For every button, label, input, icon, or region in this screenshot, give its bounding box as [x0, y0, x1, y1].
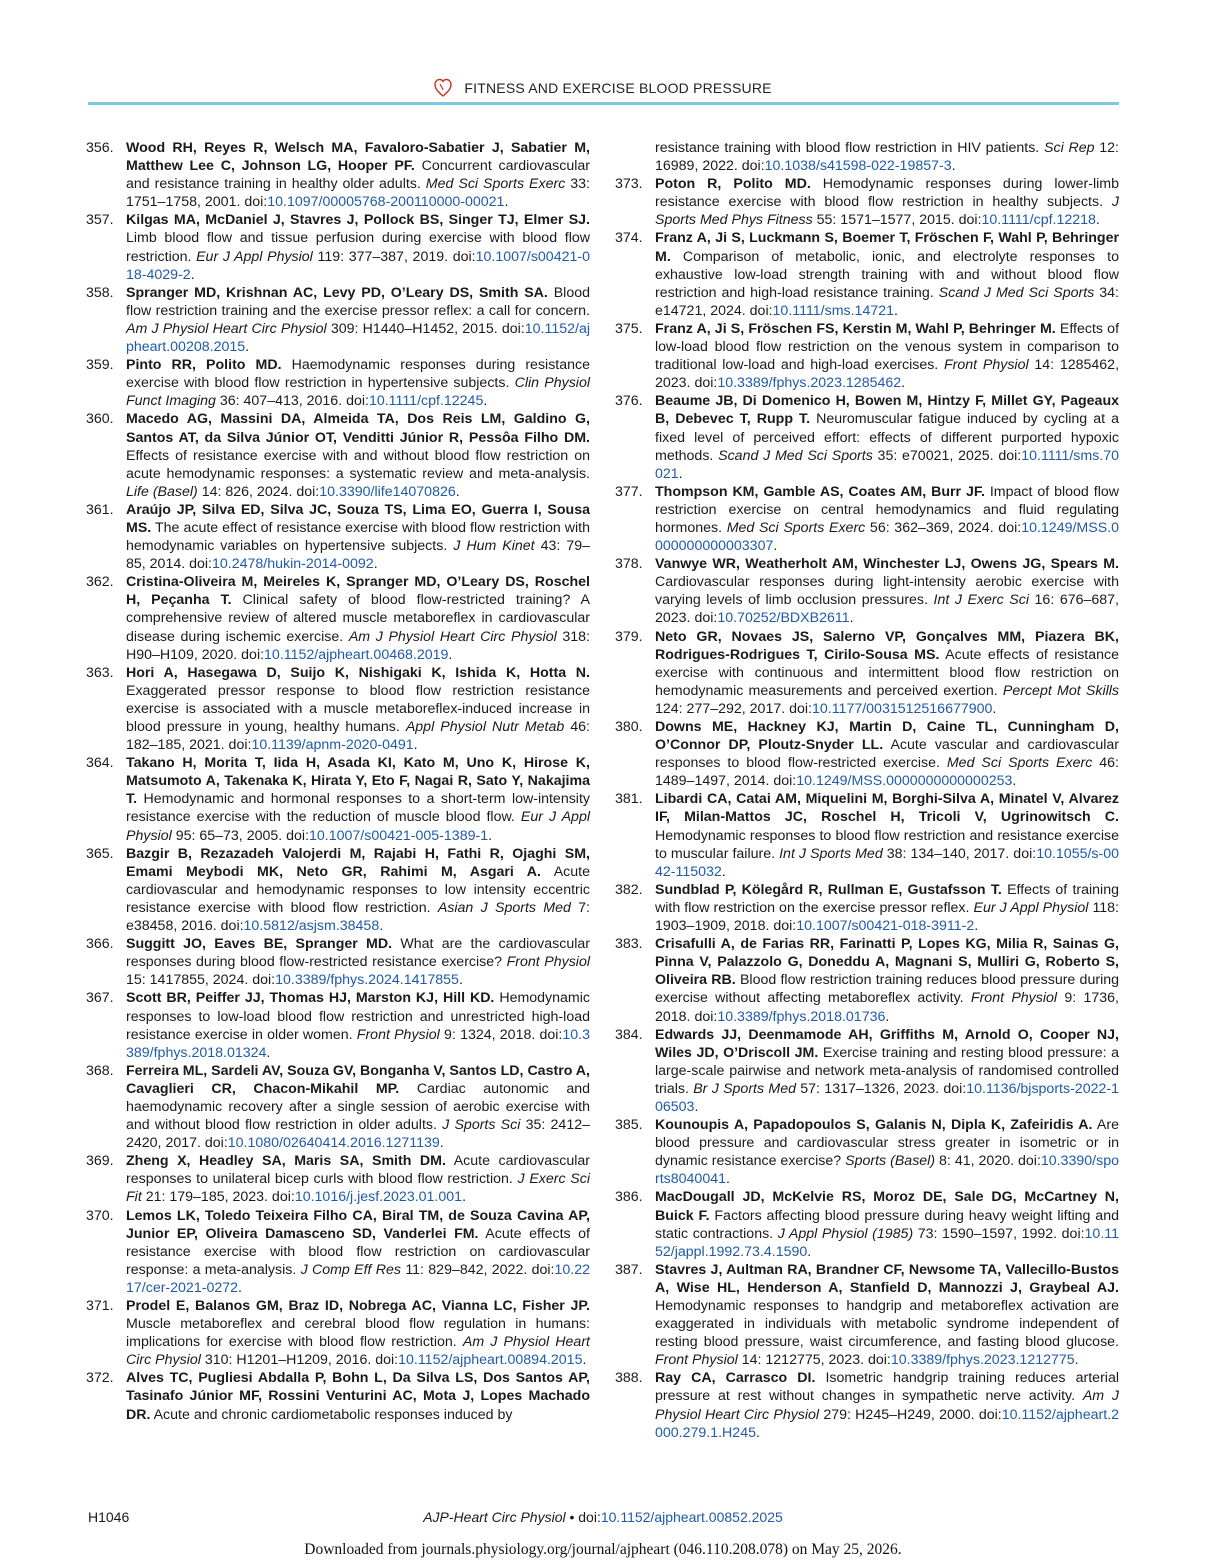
reference-authors: Neto GR, Novaes JS, Salerno VP, Gonçalves MM, Piazera BK, Rodrigues-Rodrigues T, Cirilo-Sousa MS.	[655, 628, 1119, 663]
reference-end: .	[694, 1098, 699, 1115]
reference-journal: J Appl Physiol (1985)	[777, 1225, 914, 1242]
reference-authors: Edwards JJ, Deenmamode AH, Griffiths M, Arnold O, Cooper NJ, Wiles JD, O’Driscoll JM.	[655, 1026, 1119, 1061]
reference-entry	[615, 1116, 1119, 1188]
reference-number: 368.	[86, 1062, 114, 1079]
reference-doi-link[interactable]: 10.70252/BDXB2611	[717, 610, 850, 627]
reference-number: 371.	[86, 1298, 114, 1314]
reference-citation: 12: 16989, 2022. doi:	[655, 140, 1119, 175]
reference-authors: Franz A, Ji S, Fröschen FS, Kerstin M, Wahl P, Behringer M.	[655, 320, 1056, 337]
reference-entry	[86, 1152, 590, 1206]
reference-doi-link[interactable]: 10.1111/cpf.12245	[368, 393, 484, 410]
reference-journal: Am J Physiol Heart Circ Physiol	[126, 1334, 590, 1369]
reference-entry	[615, 881, 1119, 935]
reference-number: 369.	[86, 1153, 114, 1170]
reference-citation: 124: 277–292, 2017. doi:	[655, 700, 812, 717]
reference-journal: J Exerc Sci Fit	[126, 1171, 590, 1206]
reference-journal: Front Physiol	[655, 1352, 738, 1369]
reference-entry	[86, 664, 590, 754]
reference-doi-link[interactable]: 10.1080/02640414.2016.1271139	[227, 1135, 440, 1152]
reference-citation: 36: 407–413, 2016. doi:	[215, 393, 369, 410]
reference-journal: Med Sci Sports Exerc	[425, 176, 566, 193]
reference-authors: Cristina-Oliveira M, Meireles K, Spranger MD, O’Leary DS, Roschel H, Peçanha T.	[126, 574, 590, 609]
reference-journal: Sports (Basel)	[845, 1153, 936, 1170]
reference-authors: Araújo JP, Silva ED, Silva JC, Souza TS, Lima EO, Guerra I, Sousa MS.	[126, 501, 590, 536]
reference-entry	[86, 1369, 590, 1423]
reference-journal: Int J Sports Med	[779, 845, 883, 862]
reference-citation: 11: 829–842, 2022. doi:	[401, 1261, 555, 1278]
reference-citation: 56: 362–369, 2024. doi:	[865, 519, 1022, 536]
reference-entry	[86, 1297, 590, 1369]
reference-authors: Spranger MD, Krishnan AC, Levy PD, O’Leary DS, Smith SA.	[126, 284, 548, 301]
reference-authors: Takano H, Morita T, Iida H, Asada KI, Kato M, Uno K, Hirose K, Matsumoto A, Takenaka K, Hirata Y, Eto F, Nagai R, Sato Y, Nakajima T.	[126, 755, 590, 808]
reference-end: .	[413, 737, 418, 754]
reference-number: 373.	[615, 176, 643, 193]
reference-citation: 35: 2412–2420, 2017. doi:	[126, 1117, 590, 1152]
reference-entry	[615, 392, 1119, 482]
reference-citation: 43: 79–85, 2014. doi:	[126, 538, 590, 573]
reference-entry	[86, 410, 590, 500]
reference-authors: Hori A, Hasegawa D, Suijo K, Nishigaki K, Ishida K, Hotta N.	[126, 664, 590, 681]
reference-authors: Downs ME, Hackney KJ, Martin D, Caine TL, Cunningham D, O’Connor DP, Ploutz-Snyder LL.	[655, 719, 1119, 754]
reference-end: .	[1012, 773, 1017, 790]
reference-title: Impact of blood flow restriction exercise on central hemodynamics and fluid regulating hormones.	[655, 483, 1119, 536]
reference-journal: Front Physiol	[506, 954, 590, 971]
reference-journal: Am J Physiol Heart Circ Physiol	[655, 1388, 1119, 1423]
reference-citation: 9: 1736, 2018. doi:	[655, 990, 1119, 1025]
reference-authors: Alves TC, Pugliesi Abdalla P, Bohn L, Da Silva LS, Dos Santos AP, Tasinafo Júnior MF, Rossini Venturini AC, Mota J, Lopes Machado DR.	[126, 1370, 590, 1423]
reference-number: 377.	[615, 483, 643, 500]
reference-number: 366.	[86, 936, 114, 953]
reference-journal: Eur J Appl Physiol	[196, 248, 313, 265]
reference-citation: 9: 1324, 2018. doi:	[439, 1026, 563, 1043]
running-title: FITNESS AND EXERCISE BLOOD PRESSURE	[464, 80, 772, 96]
reference-doi-link[interactable]: 10.2217/cer-2021-0272	[126, 1261, 590, 1296]
reference-authors: Lemos LK, Toledo Teixeira Filho CA, Biral TM, de Souza Cavina AP, Junior EP, Oliveira Damasceno SD, Vanderlei FM.	[126, 1207, 590, 1242]
reference-entry	[86, 356, 590, 410]
reference-journal: J Sports Med Phys Fitness	[655, 194, 1119, 229]
reference-authors: Crisafulli A, de Farias RR, Farinatti P, Lopes KG, Milia R, Sainas G, Pinna V, Palazzolo G, Doneddu A, Magnani S, Mulliri G, Roberto S, Oliveira RB.	[655, 936, 1119, 989]
running-header	[0, 78, 1206, 98]
reference-doi-link[interactable]: 10.1111/cpf.12218	[981, 212, 1096, 229]
reference-citation: 318: H90–H109, 2020. doi:	[126, 628, 590, 663]
reference-authors: Franz A, Ji S, Luckmann S, Boemer T, Fröschen F, Wahl P, Behringer M.	[655, 230, 1119, 265]
reference-entry	[86, 845, 590, 935]
reference-entry	[86, 1207, 590, 1297]
reference-end: .	[488, 827, 493, 844]
reference-end: .	[266, 1044, 271, 1061]
reference-number: 385.	[615, 1117, 643, 1134]
reference-journal: Scand J Med Sci Sports	[938, 284, 1095, 301]
reference-citation: 46: 182–185, 2021. doi:	[126, 719, 590, 754]
reference-journal: Clin Physiol Funct Imaging	[126, 375, 590, 410]
reference-journal: Med Sci Sports Exerc	[726, 519, 866, 536]
reference-entry	[615, 718, 1119, 790]
footer-separator: • doi:	[565, 1509, 601, 1525]
reference-journal: Front Physiol	[944, 357, 1029, 374]
footer-journal: AJP-Heart Circ Physiol	[423, 1509, 566, 1525]
reference-journal: Br J Sports Med	[693, 1080, 796, 1097]
reference-number: 388.	[615, 1370, 643, 1387]
reference-end: .	[1074, 1352, 1079, 1369]
reference-entry	[86, 573, 590, 663]
reference-title: Acute vascular and cardiovascular responses to blood flow-restricted exercise.	[655, 737, 1119, 772]
reference-citation: 118: 1903–1909, 2018. doi:	[655, 899, 1119, 935]
reference-end: .	[379, 918, 384, 935]
reference-doi-link[interactable]: 10.1249/MSS.0000000000000253	[796, 773, 1013, 790]
reference-authors: Ray CA, Carrasco DI.	[655, 1370, 816, 1387]
reference-end: .	[807, 1243, 812, 1260]
reference-title: resistance training with blood flow restriction in HIV patients.	[655, 140, 1045, 156]
reference-title: Neuromuscular fatigue induced by cycling at a fixed level of perceived effort: effects of different purported hypoxic methods.	[655, 411, 1119, 464]
reference-entry	[615, 175, 1119, 229]
reference-doi-link[interactable]: 10.1111/sms.70021	[655, 447, 1120, 482]
reference-journal: Front Physiol	[356, 1026, 440, 1043]
reference-number: 383.	[615, 936, 643, 953]
reference-number: 376.	[615, 393, 643, 410]
reference-title: Acute and chronic cardiometabolic responses induced by	[150, 1406, 513, 1423]
reference-title: Factors affecting blood pressure during heavy weight lifting and static contractions.	[655, 1207, 1119, 1242]
reference-title: Acute effects of resistance exercise with continuous and intermittent blood flow restriction on hemodynamic measurements and perceived exertion.	[655, 646, 1119, 699]
reference-doi-link[interactable]: 10.1249/MSS.0000000000003307	[655, 519, 1119, 555]
reference-authors: Macedo AG, Massini DA, Almeida TA, Dos Reis LM, Galdino G, Santos AT, da Silva Júnior OT, Venditti Júnior R, Pessôa Filho DM.	[126, 411, 590, 446]
reference-doi-link[interactable]: 10.2478/hukin-2014-0092	[211, 556, 374, 573]
reference-entry	[86, 754, 590, 844]
reference-end: .	[439, 1135, 444, 1152]
reference-title: Hemodynamic responses to handgrip and metaboreflex activation are exaggerated in individuals with metabolic syndrome independent of resting blood pressure, waist circumference, and fasting blood glucose.	[655, 1298, 1119, 1351]
reference-authors: Poton R, Polito MD.	[655, 176, 811, 193]
reference-title: Limb blood flow and tissue perfusion during exercise with blood flow restriction.	[126, 230, 590, 265]
reference-entry	[86, 501, 590, 573]
reference-authors: Ferreira ML, Sardeli AV, Souza GV, Bonganha V, Santos LD, Castro A, Cavaglieri CR, Chacon-Mikahil MP.	[126, 1062, 590, 1097]
reference-citation: 55: 1571–1577, 2015. doi:	[812, 212, 982, 229]
reference-journal: J Hum Kinet	[453, 538, 535, 555]
reference-journal: Life (Basel)	[126, 483, 198, 500]
reference-end: .	[483, 393, 488, 410]
reference-number: 380.	[615, 719, 643, 735]
reference-number: 375.	[615, 320, 643, 337]
reference-doi-link[interactable]: 10.1055/s-0042-115032	[655, 845, 1120, 880]
reference-authors: Prodel E, Balanos GM, Braz ID, Nobrega AC, Vianna LC, Fisher JP.	[126, 1298, 590, 1314]
reference-title: Haemodynamic responses during resistance exercise with blood flow restriction in hypertensive subjects.	[126, 357, 590, 392]
reference-citation: 46: 1489–1497, 2014. doi:	[655, 755, 1119, 790]
reference-end: .	[726, 1171, 730, 1188]
reference-number: 367.	[86, 990, 114, 1007]
reference-doi-link[interactable]: 10.5812/asjsm.38458	[243, 918, 380, 935]
reference-entry	[86, 935, 590, 989]
reference-doi-link[interactable]: 10.1152/ajpheart.00208.2015	[126, 320, 590, 356]
download-notice: Downloaded from journals.physiology.org/journal/ajpheart (046.110.208.078) on May 25, 2026.	[304, 1541, 902, 1558]
reference-title: Clinical safety of blood flow-restricted training? A comprehensive review of altered muscle metaboreflex in cardiovascular disease during ischemic exercise.	[126, 592, 590, 645]
reference-entry	[615, 229, 1119, 319]
reference-end: .	[455, 483, 460, 500]
reference-entry	[615, 790, 1119, 880]
reference-number: 362.	[86, 574, 114, 591]
reference-title: Acute cardiovascular and hemodynamic responses to low intensity eccentric resistance exercise with blood flow restriction.	[126, 863, 590, 916]
reference-entry	[86, 1062, 590, 1152]
footer-citation	[0, 1509, 1206, 1525]
reference-citation: 119: 377–387, 2019. doi:	[312, 248, 476, 265]
reference-number: 379.	[615, 628, 643, 645]
reference-end: .	[755, 1424, 760, 1441]
reference-authors: Sundblad P, Kölegård R, Rullman E, Gustafsson T.	[655, 881, 1002, 898]
reference-authors: Beaume JB, Di Domenico H, Bowen M, Hintzy F, Millet GY, Pageaux B, Debevec T, Rupp T.	[655, 393, 1119, 428]
header-rule	[88, 102, 1119, 105]
reference-authors: Kounoupis A, Papadopoulos S, Galanis N, Dipla K, Zafeiridis A.	[655, 1117, 1093, 1134]
reference-title: Hemodynamic responses to blood flow restriction and resistance exercise to muscular failure.	[655, 827, 1119, 862]
reference-authors: Bazgir B, Rezazadeh Valojerdi M, Rajabi H, Fathi R, Ojaghi SM, Emami Meybodi MK, Neto GR, Rahimi M, Asgari A.	[126, 845, 590, 880]
reference-journal: Int J Exerc Sci	[933, 592, 1029, 609]
reference-end: .	[885, 1008, 890, 1025]
reference-doi-link[interactable]: 10.1152/ajpheart.2000.279.1.H245	[655, 1406, 1119, 1441]
reference-end: .	[582, 1352, 587, 1369]
reference-number: 381.	[615, 791, 643, 808]
reference-doi-link[interactable]: 10.1177/0031512516677900	[812, 700, 993, 717]
reference-end: .	[458, 972, 463, 989]
reference-doi-link[interactable]: 10.1007/s00421-018-4029-2	[126, 248, 590, 283]
reference-end: .	[245, 339, 250, 356]
reference-journal: Eur J Appl Physiol	[126, 809, 590, 844]
reference-citation: 310: H1201–H1209, 2016. doi:	[200, 1352, 399, 1369]
reference-title: Blood flow restriction training reduces blood pressure during exercise without affecting metaboreflex activity.	[655, 972, 1119, 1007]
reference-end: .	[462, 1189, 467, 1206]
reference-citation: 279: H245–H249, 2000. doi:	[819, 1406, 1002, 1423]
reference-journal: J Sports Sci	[442, 1117, 521, 1134]
reference-authors: MacDougall JD, McKelvie RS, Moroz DE, Sale DG, McCartney N, Buick F.	[655, 1189, 1119, 1224]
reference-doi-link[interactable]: 10.1136/bjsports-2022-106503	[655, 1080, 1119, 1115]
reference-number: 359.	[86, 357, 114, 374]
reference-journal: Am J Physiol Heart Circ Physiol	[348, 628, 557, 645]
reference-number: 363.	[86, 664, 114, 681]
reference-citation: 34: e14721, 2024. doi:	[655, 284, 1119, 319]
reference-title: Comparison of metabolic, ionic, and electrolyte responses to exhaustive low-load strength training with and without blood flow restriction and high-load resistance training.	[655, 248, 1119, 301]
reference-entry	[615, 1369, 1119, 1441]
reference-number: 370.	[86, 1207, 114, 1224]
reference-citation: 73: 1590–1597, 1992. doi:	[913, 1225, 1085, 1242]
reference-doi-link[interactable]: 10.3389/fphys.2018.01736	[717, 1008, 886, 1025]
reference-number: 372.	[86, 1370, 114, 1387]
reference-entry	[615, 628, 1119, 718]
reference-end: .	[1095, 212, 1100, 229]
reference-citation: 14: 826, 2024. doi:	[197, 483, 320, 500]
reference-entry	[615, 1026, 1119, 1116]
reference-title: Acute cardiovascular responses to unilateral bicep curls with blood flow restriction.	[126, 1153, 591, 1188]
reference-end: .	[992, 700, 997, 717]
reference-journal: Percept Mot Skills	[1002, 682, 1119, 699]
reference-entry	[86, 284, 590, 356]
reference-number: 365.	[86, 845, 114, 862]
reference-journal: J Comp Eff Res	[300, 1261, 402, 1278]
reference-authors: Suggitt JO, Eaves BE, Spranger MD.	[126, 936, 393, 953]
reference-title: Effects of training with flow restriction on the exercise pressor reflex.	[655, 881, 1119, 916]
reference-entry	[615, 139, 1119, 175]
reference-authors: Vanwye WR, Weatherholt AM, Winchester LJ, Owens JG, Spears M.	[655, 556, 1119, 573]
reference-title: Effects of low-load blood flow restriction on the venous system in comparison to traditional low-load and high-load exercises.	[655, 320, 1120, 374]
reference-end: .	[504, 194, 509, 211]
reference-title: Concurrent cardiovascular and resistance training in healthy older adults.	[126, 158, 590, 193]
reference-authors: Wood RH, Reyes R, Welsch MA, Favaloro-Sabatier J, Sabatier M, Matthew Lee C, Johnson LG, Hooper PF.	[126, 140, 590, 175]
reference-doi-link[interactable]: 10.3389/fphys.2018.01324	[126, 1026, 590, 1061]
reference-authors: Thompson KM, Gamble AS, Coates AM, Burr JF.	[655, 483, 985, 500]
reference-journal: Eur J Appl Physiol	[973, 899, 1089, 916]
reference-doi-link[interactable]: 10.3389/fphys.2023.1285462	[717, 375, 902, 392]
reference-title: Exercise training and resting blood pressure: a large-scale pairwise and network meta-analysis of randomised controlled trials.	[655, 1044, 1119, 1097]
reference-citation: 309: H1440–H1452, 2015. doi:	[326, 320, 525, 337]
reference-doi-link[interactable]: 10.3389/fphys.2024.1417855	[275, 972, 459, 989]
reference-title: Cardiovascular responses during light-intensity aerobic exercise with varying levels of limb occlusion pressures.	[655, 574, 1119, 609]
reference-end: .	[721, 863, 726, 880]
reference-title: Effects of resistance exercise with and without blood flow restriction on acute hemodynamic responses: a systematic review and meta-analysis.	[126, 447, 590, 482]
reference-title: Cardiac autonomic and haemodynamic recovery after a single session of aerobic exercise with and without blood flow restriction in older adults.	[126, 1080, 590, 1134]
reference-journal: Front Physiol	[970, 990, 1058, 1007]
reference-journal: Am J Physiol Heart Circ Physiol	[126, 320, 327, 337]
reference-entry	[86, 139, 590, 211]
reference-number: 374.	[615, 230, 643, 247]
reference-end: .	[238, 1279, 242, 1296]
heart-logo-icon	[434, 78, 452, 98]
reference-number: 382.	[615, 881, 643, 898]
reference-journal: Appl Physiol Nutr Metab	[405, 719, 565, 735]
reference-doi-link[interactable]: 10.1016/j.jesf.2023.01.001	[294, 1189, 463, 1206]
reference-citation: 21: 179–185, 2023. doi:	[141, 1189, 295, 1206]
reference-end: .	[849, 610, 854, 627]
reference-end: .	[951, 158, 956, 175]
reference-title: Acute effects of resistance exercise with blood flow restriction on cardiovascular response: a meta-analysis.	[126, 1225, 590, 1278]
reference-citation: 7: e38458, 2016. doi:	[126, 899, 590, 935]
reference-authors: Stavres J, Aultman RA, Brandner CF, Newsome TA, Vallecillo-Bustos A, Wise HL, Henderson A, Stanfield D, Mannozzi J, Graybeal AJ.	[655, 1261, 1119, 1296]
reference-citation: 14: 1285462, 2023. doi:	[655, 357, 1120, 392]
reference-doi-link[interactable]: 10.1038/s41598-022-19857-3	[764, 158, 952, 175]
reference-doi-link[interactable]: 10.3390/sports8040041	[655, 1153, 1119, 1188]
reference-number: 387.	[615, 1261, 643, 1278]
reference-title: What are the cardiovascular responses during blood flow-restricted resistance exercise?	[126, 936, 590, 971]
reference-number: 378.	[615, 556, 643, 573]
reference-title: Exaggerated pressor response to blood flow restriction resistance exercise is associated with a muscle metaboreflex-induced increase in blood pressure in young, healthy humans.	[126, 682, 590, 735]
reference-authors: Scott BR, Peiffer JJ, Thomas HJ, Marston KJ, Hill KD.	[126, 990, 495, 1007]
reference-journal: Scand J Med Sci Sports	[718, 447, 873, 464]
reference-end: .	[678, 465, 683, 482]
reference-doi-link[interactable]: 10.1097/00005768-200110000-00021	[267, 194, 505, 211]
reference-end: .	[373, 556, 378, 573]
reference-end: .	[773, 538, 778, 555]
references-column-right	[615, 139, 1119, 1442]
reference-entry	[86, 211, 590, 283]
reference-entry	[615, 1261, 1119, 1370]
reference-title: Hemodynamic and hormonal responses to a short-term low-intensity resistance exercise with the reduction of muscle blood flow.	[126, 791, 590, 826]
reference-title: The acute effect of resistance exercise with blood flow restriction with hemodynamic variables on hypertensive subjects.	[126, 519, 590, 555]
reference-authors: Libardi CA, Catai AM, Miquelini M, Borghi-Silva A, Minatel V, Alvarez IF, Milan-Mattos JC, Roschel H, Tricoli V, Ugrinowitsch C.	[655, 791, 1119, 826]
reference-entry	[615, 320, 1119, 392]
reference-authors: Zheng X, Headley SA, Maris SA, Smith DM.	[126, 1153, 446, 1170]
reference-end: .	[901, 375, 906, 392]
reference-number: 360.	[86, 411, 114, 428]
reference-journal: Med Sci Sports Exerc	[946, 755, 1093, 772]
reference-doi-link[interactable]: 10.1007/s00421-018-3911-2	[796, 918, 975, 935]
reference-title: Muscle metaboreflex and cerebral blood flow regulation in humans: implications for exercise with blood flow restriction.	[126, 1316, 590, 1351]
reference-citation: 15: 1417855, 2024. doi:	[126, 972, 276, 989]
reference-entry	[86, 989, 590, 1061]
reference-authors: Pinto RR, Polito MD.	[126, 357, 282, 374]
reference-doi-link[interactable]: 10.3389/fphys.2023.1212775	[890, 1352, 1075, 1369]
reference-end: .	[448, 646, 453, 663]
reference-citation: 33: 1751–1758, 2001. doi:	[126, 176, 590, 211]
reference-number: 361.	[86, 501, 114, 518]
reference-doi-link[interactable]: 10.1152/ajpheart.00468.2019	[264, 646, 449, 663]
reference-number: 358.	[86, 284, 114, 301]
reference-number: 364.	[86, 755, 114, 772]
reference-end: .	[894, 302, 898, 319]
reference-title: Are blood pressure and cardiovascular stress greater in isometric or in dynamic resistance exercise?	[655, 1117, 1119, 1170]
reference-title: Isometric handgrip training reduces arterial pressure at rest without changes in sympathetic nerve activity.	[655, 1370, 1119, 1405]
reference-citation: 35: e70021, 2025. doi:	[872, 447, 1022, 464]
reference-number: 384.	[615, 1026, 643, 1043]
footer-doi-link[interactable]: 10.1152/ajpheart.00852.2025	[600, 1509, 783, 1525]
reference-entry	[615, 935, 1119, 1025]
page-number: H1046	[88, 1509, 130, 1525]
reference-entry	[615, 483, 1119, 555]
reference-end: .	[974, 918, 979, 935]
reference-title: Blood flow restriction training and the exercise pressor reflex: a call for concern.	[126, 284, 590, 319]
reference-doi-link[interactable]: 10.1007/s00421-005-1389-1	[309, 827, 489, 844]
reference-citation: 16: 676–687, 2023. doi:	[655, 592, 1119, 627]
reference-title: Hemodynamic responses during lower-limb resistance exercise with blood flow restriction in healthy subjects.	[655, 176, 1120, 211]
reference-doi-link[interactable]: 10.1152/ajpheart.00894.2015	[398, 1352, 583, 1369]
reference-number: 357.	[86, 212, 114, 229]
reference-citation: 57: 1317–1326, 2023. doi:	[795, 1080, 967, 1097]
reference-number: 356.	[86, 140, 114, 156]
reference-entry	[615, 1188, 1119, 1260]
reference-doi-link[interactable]: 10.1139/apnm-2020-0491	[251, 737, 414, 754]
reference-journal: Sci Rep	[1044, 140, 1095, 156]
reference-citation: 95: 65–73, 2005. doi:	[171, 827, 310, 844]
reference-doi-link[interactable]: 10.1152/jappl.1992.73.4.1590	[655, 1225, 1119, 1260]
reference-citation: 14: 1212775, 2023. doi:	[737, 1352, 891, 1369]
reference-journal: Asian J Sports Med	[437, 899, 571, 916]
reference-doi-link[interactable]: 10.3390/life14070826	[319, 483, 456, 500]
reference-doi-link[interactable]: 10.1111/sms.14721	[772, 302, 895, 319]
reference-end: .	[190, 266, 195, 283]
reference-citation: 38: 134–140, 2017. doi:	[882, 845, 1037, 862]
reference-entry	[615, 555, 1119, 627]
reference-title: Hemodynamic responses to low-load blood flow restriction and unrestricted high-load resistance exercise in older women.	[126, 990, 590, 1043]
reference-number: 386.	[615, 1189, 643, 1206]
reference-authors: Kilgas MA, McDaniel J, Stavres J, Pollock BS, Singer TJ, Elmer SJ.	[126, 212, 590, 229]
references-column-left	[86, 139, 590, 1424]
reference-citation: 8: 41, 2020. doi:	[935, 1153, 1041, 1170]
